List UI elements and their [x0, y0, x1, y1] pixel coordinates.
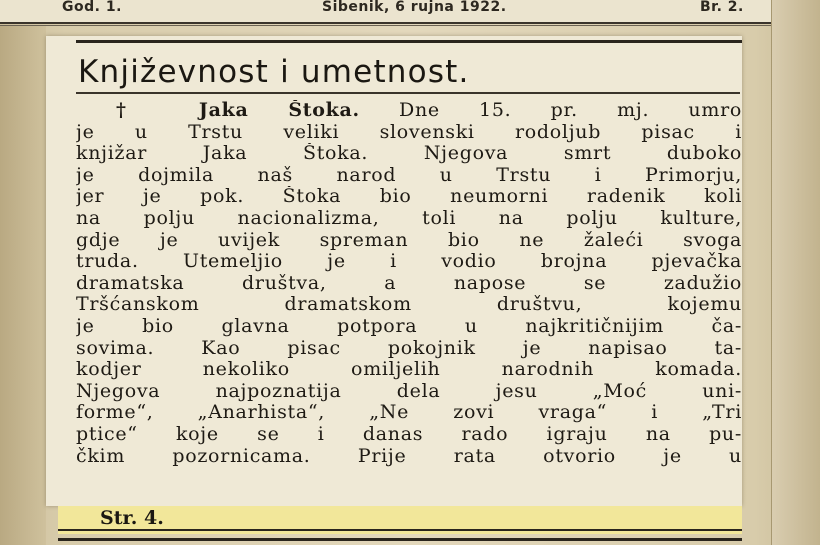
masthead-rule	[0, 25, 790, 26]
article-line	[76, 100, 742, 122]
bottom-rule	[58, 538, 742, 541]
article-line: čkim pozornicama. Prije rata otvorio je u	[76, 445, 742, 467]
article-line: dramatska društva, a napose se zadužio	[76, 272, 742, 294]
article-line: je dojmila naš narod u Trstu i Primorju,	[76, 164, 742, 186]
article-heading: † Jaka Štoka.	[116, 100, 360, 121]
page-right-margin	[771, 0, 820, 545]
section-title: Književnost i umetnost.	[78, 54, 470, 90]
article-line: je u Trstu veliki slovenski rodoljub pisac i	[76, 121, 742, 143]
footer-rule	[58, 529, 742, 531]
article-line: sovima. Kao pisac pokojnik je napisao ta-	[76, 337, 742, 359]
article-line: ptice“ koje se i danas rado igraju na pu-	[76, 423, 742, 445]
article-body	[76, 100, 742, 467]
page-number: Str. 4.	[100, 507, 164, 529]
masthead-dateline: Šibenik, 6 rujna 1922.	[322, 0, 507, 15]
page-left-margin	[0, 26, 46, 545]
article-line: knjižar Jaka Štoka. Njegova smrt duboko	[76, 143, 742, 165]
masthead	[0, 0, 790, 24]
article-line: Tršćanskom dramatskom društvu, kojemu	[76, 294, 742, 316]
masthead-volume: God. 1.	[62, 0, 122, 15]
page-footer	[58, 506, 742, 534]
article-line: gdje je uvijek spreman bio ne žaleći svoga	[76, 229, 742, 251]
section-top-rule	[76, 40, 742, 43]
masthead-issue: Br. 2.	[700, 0, 744, 15]
article-line: jer je pok. Štoka bio neumorni radenik koli	[76, 186, 742, 208]
article-line: forme“, „Anarhista“, „Ne zovi vraga“ i „Tri	[76, 402, 742, 424]
article-line: truda. Utemeljio je i vodio brojna pjevačka	[76, 251, 742, 273]
section-title-rule	[76, 92, 740, 94]
article-line-text: Dne 15. pr. mj. umro	[399, 100, 742, 121]
article-line: Njegova najpoznatija dela jesu „Moć uni-	[76, 380, 742, 402]
article-line: kodjer nekoliko omiljelih narodnih komada.	[76, 359, 742, 381]
article-line: na polju nacionalizma, toli na polju kulture,	[76, 207, 742, 229]
article-line: je bio glavna potpora u najkritičnijim ča-	[76, 315, 742, 337]
article-clipping	[46, 36, 742, 506]
